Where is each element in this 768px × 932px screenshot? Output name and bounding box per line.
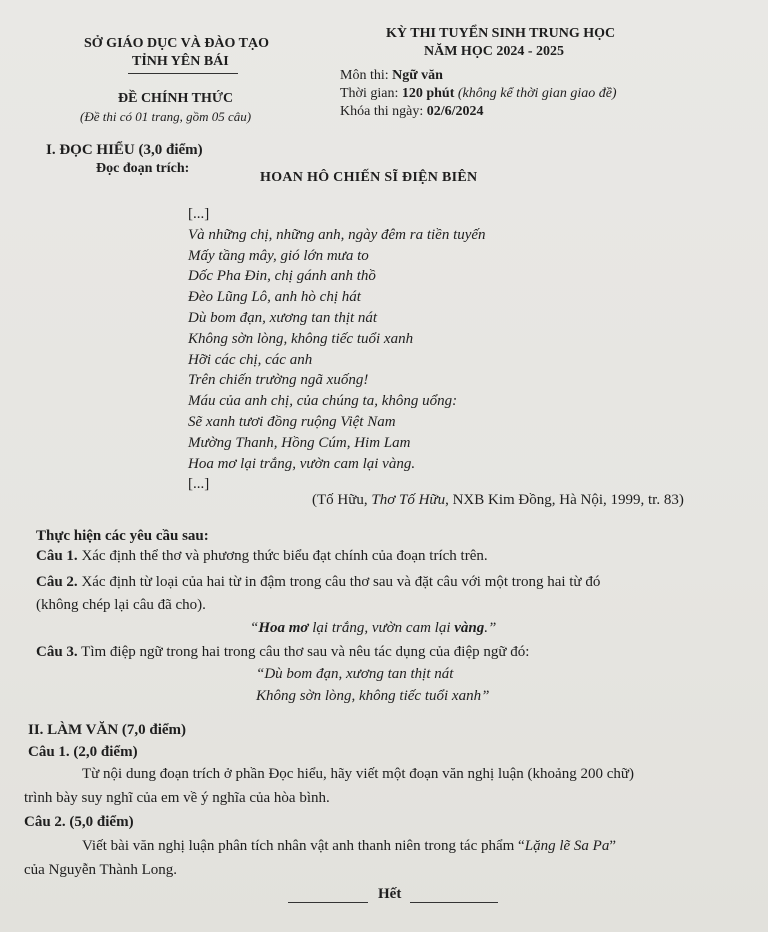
q2-quote: [250, 620, 496, 637]
poem-line: Và những chị, những anh, ngày đêm ra tiền tuyến: [188, 226, 486, 243]
source-book: Thơ Tố Hữu: [371, 492, 446, 508]
requirements-label: Thực hiện các yêu cầu sau:: [36, 528, 209, 544]
question-1: [36, 548, 488, 565]
question-3: [36, 644, 529, 661]
essay-1-label: Câu 1. (2,0 điểm): [28, 744, 138, 760]
time-line: [340, 86, 617, 102]
q2-quote-open: “: [250, 620, 259, 636]
poem-line: Trên chiến trường ngã xuống!: [188, 372, 369, 389]
essay-2-label: Câu 2. (5,0 điểm): [24, 814, 134, 830]
exam-title: KỲ THI TUYỂN SINH TRUNG HỌC: [386, 26, 616, 41]
poem-line: Dù bom đạn, xương tan thịt nát: [188, 310, 378, 326]
q2-bold-word-1: Hoa mơ: [258, 620, 309, 636]
date-value: 02/6/2024: [426, 104, 484, 119]
q2-quote-mid: lại trắng, vườn cam lại: [308, 620, 455, 636]
pages-note: (Đề thi có 01 trang, gồm 05 câu): [80, 109, 252, 124]
poem-line: Không sờn lòng, không tiếc tuổi xanh: [188, 330, 414, 347]
poem-line: Dốc Pha Đin, chị gánh anh thồ: [188, 268, 376, 285]
part2-heading: II. LÀM VĂN (7,0 điểm): [28, 722, 187, 738]
poem-line: Hoa mơ lại trắng, vườn cam lại vàng.: [188, 455, 416, 472]
end-rule-right: [410, 902, 498, 903]
department-name: SỞ GIÁO DỤC VÀ ĐÀO TẠO: [84, 36, 270, 51]
q3-text: Tìm điệp ngữ trong hai trong câu thơ sau và nêu tác dụng của điệp ngữ đó:: [77, 644, 530, 660]
subject-value: Ngữ văn: [392, 68, 443, 83]
subject-prefix: Môn thi:: [340, 68, 393, 83]
time-value: 120 phút: [401, 86, 455, 101]
province-name: TỈNH YÊN BÁI: [132, 54, 229, 69]
date-prefix: Khóa thi ngày:: [340, 104, 427, 119]
school-year: NĂM HỌC 2024 - 2025: [424, 44, 564, 59]
q1-text: Xác định thể thơ và phương thức biểu đạt chính của đoạn trích trên.: [77, 548, 488, 564]
poem-line: Mường Thanh, Hồng Cúm, Him Lam: [188, 434, 411, 451]
poem-source: [312, 492, 684, 509]
date-line: [340, 104, 484, 120]
essay-1-text-cont: trình bày suy nghĩ của em về ý nghĩa của hòa bình.: [24, 790, 330, 806]
q2-bold-word-2: vàng: [454, 620, 485, 636]
subject-line: [340, 68, 443, 84]
q2-quote-close: .”: [484, 620, 497, 636]
end-rule-left: [288, 902, 368, 903]
poem-line: Mấy tầng mây, gió lớn mưa to: [188, 247, 369, 264]
end-label: Hết: [378, 886, 402, 902]
source-publisher: , NXB Kim Đồng, Hà Nội, 1999, tr. 83): [445, 492, 684, 508]
header-divider: [128, 73, 238, 74]
essay-2-text-pre: Viết bài văn nghị luận phân tích nhân vật anh thanh niên trong tác phẩm “: [82, 838, 525, 854]
poem-line: [...]: [188, 476, 210, 493]
essay-1-text: Từ nội dung đoạn trích ở phần Đọc hiểu, hãy viết một đoạn văn nghị luận (khoảng 200 chữ): [82, 766, 634, 782]
poem-line: Hỡi các chị, các anh: [188, 351, 313, 368]
q2-text: Xác định từ loại của hai từ in đậm trong câu thơ sau và đặt câu với một trong hai từ đó: [77, 574, 601, 590]
poem-line: Đèo Lũng Lô, anh hò chị hát: [188, 289, 361, 306]
poem-line: Máu của anh chị, của chúng ta, không uổng:: [188, 393, 458, 410]
source-author: (Tố Hữu,: [312, 492, 372, 508]
q2-label: Câu 2.: [36, 574, 78, 590]
q2-text-cont: (không chép lại câu đã cho).: [36, 597, 206, 613]
read-label: Đọc đoạn trích:: [96, 161, 190, 176]
q1-label: Câu 1.: [36, 548, 78, 564]
essay-2-text: [82, 838, 616, 855]
q3-label: Câu 3.: [36, 644, 78, 660]
essay-2-work-title: Lặng lẽ Sa Pa: [524, 838, 610, 854]
question-2: [36, 574, 600, 591]
essay-2-text-cont: của Nguyễn Thành Long.: [24, 862, 178, 878]
poem-title: HOAN HÔ CHIẾN SĨ ĐIỆN BIÊN: [260, 170, 478, 185]
q3-quote-line-2: Không sờn lòng, không tiếc tuổi xanh”: [256, 688, 490, 704]
q3-quote-line-1: “Dù bom đạn, xương tan thịt nát: [256, 666, 454, 682]
time-note: (không kể thời gian giao đề): [454, 86, 617, 101]
part1-heading: I. ĐỌC HIỂU (3,0 điểm): [46, 142, 203, 158]
essay-2-text-post: ”: [609, 838, 616, 854]
poem-line: [...]: [188, 206, 210, 222]
official-label: ĐỀ CHÍNH THỨC: [118, 91, 234, 106]
poem-line: Sẽ xanh tươi đồng ruộng Việt Nam: [188, 414, 396, 430]
time-prefix: Thời gian:: [340, 86, 402, 101]
